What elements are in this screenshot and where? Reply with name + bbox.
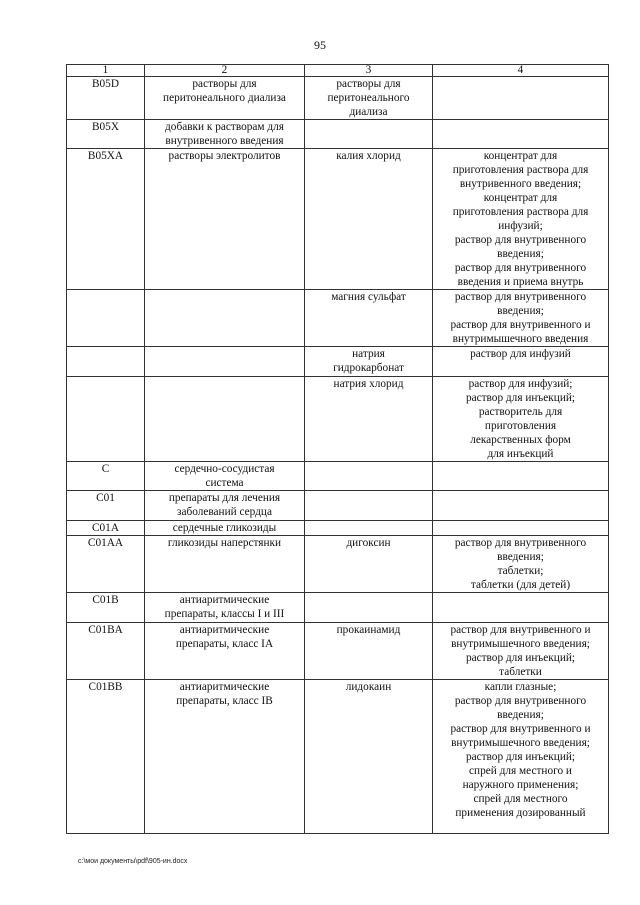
dosage-forms-cell: [433, 290, 609, 347]
atc-code-cell: [67, 77, 145, 120]
substance-name-cell: [305, 149, 433, 290]
substance-name-cell-text: растворы для перитонеального диализа: [327, 78, 410, 118]
atc-code-cell: [67, 347, 145, 377]
pharmacological-group-cell-text: растворы для перитонеального диализа: [163, 78, 286, 104]
atc-code-cell-text: C01AA: [87, 537, 124, 549]
pharmacological-group-cell: [145, 149, 305, 290]
atc-code-cell: [67, 521, 145, 536]
dosage-forms-cell-text: раствор для внутривенного введения; таблетки; таблетки (для детей): [454, 537, 587, 591]
substance-name-cell: [305, 120, 433, 149]
atc-code-cell-text: C01BB: [88, 681, 123, 693]
dosage-forms-cell-text: капли глазные; раствор для внутривенного введения; раствор для внутривенного и внутримышечного введения; раствор для инъекций; спрей для местного и наружного применения; спрей для местного применения дозированный: [450, 681, 591, 819]
dosage-forms-cell: [433, 536, 609, 593]
atc-code-cell-text: B05D: [92, 78, 119, 90]
atc-code-cell-text: C01BA: [88, 624, 123, 636]
dosage-forms-cell-text: концентрат для приготовления раствора для внутривенного введения; концентрат для приготовления раствора для инфузий; раствор для внутривенного введения; раствор для внутривенного введения и приема внутрь: [452, 150, 589, 288]
substance-name-cell: [305, 623, 433, 680]
atc-code-cell: [67, 491, 145, 521]
pharmacological-group-cell-text: антиаритмические препараты, класс IB: [176, 681, 273, 707]
pharmacological-group-cell: [145, 491, 305, 521]
pharmacological-group-cell: [145, 77, 305, 120]
page-number: 95: [314, 38, 326, 52]
pharmacological-group-cell-text: сердечно-сосудистая система: [174, 463, 275, 489]
table-row: [67, 536, 609, 593]
dosage-forms-cell: [433, 680, 609, 834]
table-row: [67, 290, 609, 347]
table-row: [67, 347, 609, 377]
column-header-1: 1: [67, 65, 145, 77]
footer-file-path: c:\мои документы\pdf\905-ин.docx: [78, 858, 188, 865]
dosage-forms-cell: [433, 623, 609, 680]
dosage-forms-cell-text: раствор для внутривенного введения; раствор для внутривенного и внутримышечного введения: [450, 291, 591, 345]
pharmacological-group-cell: [145, 347, 305, 377]
pharmacological-group-cell: [145, 377, 305, 462]
substance-name-cell-text: дигоксин: [346, 537, 391, 549]
atc-code-cell: [67, 680, 145, 834]
substance-name-cell-text: прокаинамид: [336, 624, 401, 636]
column-header-4: 4: [433, 65, 609, 77]
pharmacological-group-cell: [145, 593, 305, 623]
pharmacological-group-cell: [145, 536, 305, 593]
dosage-forms-cell-text: раствор для внутривенного и внутримышечного введения; раствор для инъекций; таблетки: [450, 624, 591, 678]
substance-name-cell: [305, 377, 433, 462]
dosage-forms-cell: [433, 462, 609, 491]
table-row: [67, 120, 609, 149]
pharmacological-group-cell-text: гликозиды наперстянки: [167, 537, 282, 549]
table-row: [67, 680, 609, 834]
atc-code-cell-text: C01A: [92, 522, 119, 534]
substance-name-cell: [305, 521, 433, 536]
table-row: [67, 149, 609, 290]
pharmacological-group-cell-text: растворы электролитов: [168, 150, 281, 162]
dosage-forms-cell: [433, 347, 609, 377]
substance-name-cell-text: натрия гидрокарбонат: [333, 348, 404, 374]
substance-name-cell: [305, 536, 433, 593]
substance-name-cell: [305, 290, 433, 347]
substance-name-cell: [305, 680, 433, 834]
atc-code-cell: [67, 377, 145, 462]
table-row: [67, 377, 609, 462]
substance-name-cell: [305, 77, 433, 120]
pharmacological-group-cell: [145, 462, 305, 491]
table-header-row: [67, 65, 609, 77]
column-header-3: 3: [305, 65, 433, 77]
substance-name-cell: [305, 491, 433, 521]
dosage-forms-cell: [433, 77, 609, 120]
dosage-forms-cell: [433, 120, 609, 149]
atc-code-cell-text: C01: [96, 492, 115, 504]
dosage-forms-cell-text: раствор для инфузий; раствор для инъекций; растворитель для приготовления лекарственных форм для инъекций: [465, 378, 576, 460]
substance-name-cell: [305, 462, 433, 491]
dosage-forms-cell-text: раствор для инфузий: [470, 348, 571, 360]
medication-table: [66, 64, 609, 834]
pharmacological-group-cell: [145, 290, 305, 347]
atc-code-cell-text: C01B: [92, 594, 119, 606]
pharmacological-group-cell: [145, 521, 305, 536]
pharmacological-group-cell-text: антиаритмические препараты, класс IA: [175, 624, 274, 650]
dosage-forms-cell: [433, 149, 609, 290]
atc-code-cell-text: C: [101, 463, 110, 475]
atc-code-cell: [67, 593, 145, 623]
pharmacological-group-cell-text: добавки к растворам для внутривенного введения: [165, 121, 284, 147]
table-row: [67, 77, 609, 120]
table-row: [67, 491, 609, 521]
substance-name-cell-text: лидокаин: [345, 681, 392, 693]
table-row: [67, 462, 609, 491]
pharmacological-group-cell: [145, 120, 305, 149]
atc-code-cell: [67, 462, 145, 491]
dosage-forms-cell: [433, 593, 609, 623]
atc-code-cell: [67, 120, 145, 149]
dosage-forms-cell: [433, 377, 609, 462]
pharmacological-group-cell-text: антиаритмические препараты, классы I и III: [164, 594, 285, 620]
atc-code-cell: [67, 149, 145, 290]
atc-code-cell: [67, 623, 145, 680]
table-row: [67, 521, 609, 536]
pharmacological-group-cell: [145, 623, 305, 680]
substance-name-cell: [305, 347, 433, 377]
table-row: [67, 623, 609, 680]
substance-name-cell-text: натрия хлорид: [333, 378, 404, 390]
pharmacological-group-cell-text: препараты для лечения заболеваний сердца: [168, 492, 281, 518]
substance-name-cell: [305, 593, 433, 623]
substance-name-cell-text: калия хлорид: [336, 150, 401, 162]
pharmacological-group-cell: [145, 680, 305, 834]
atc-code-cell: [67, 536, 145, 593]
atc-code-cell-text: B05XA: [87, 150, 124, 162]
column-header-2: 2: [145, 65, 305, 77]
pharmacological-group-cell-text: сердечные гликозиды: [172, 522, 277, 534]
dosage-forms-cell: [433, 491, 609, 521]
dosage-forms-cell: [433, 521, 609, 536]
atc-code-cell: [67, 290, 145, 347]
substance-name-cell-text: магния сульфат: [331, 291, 406, 303]
table-row: [67, 593, 609, 623]
atc-code-cell-text: B05X: [92, 121, 119, 133]
